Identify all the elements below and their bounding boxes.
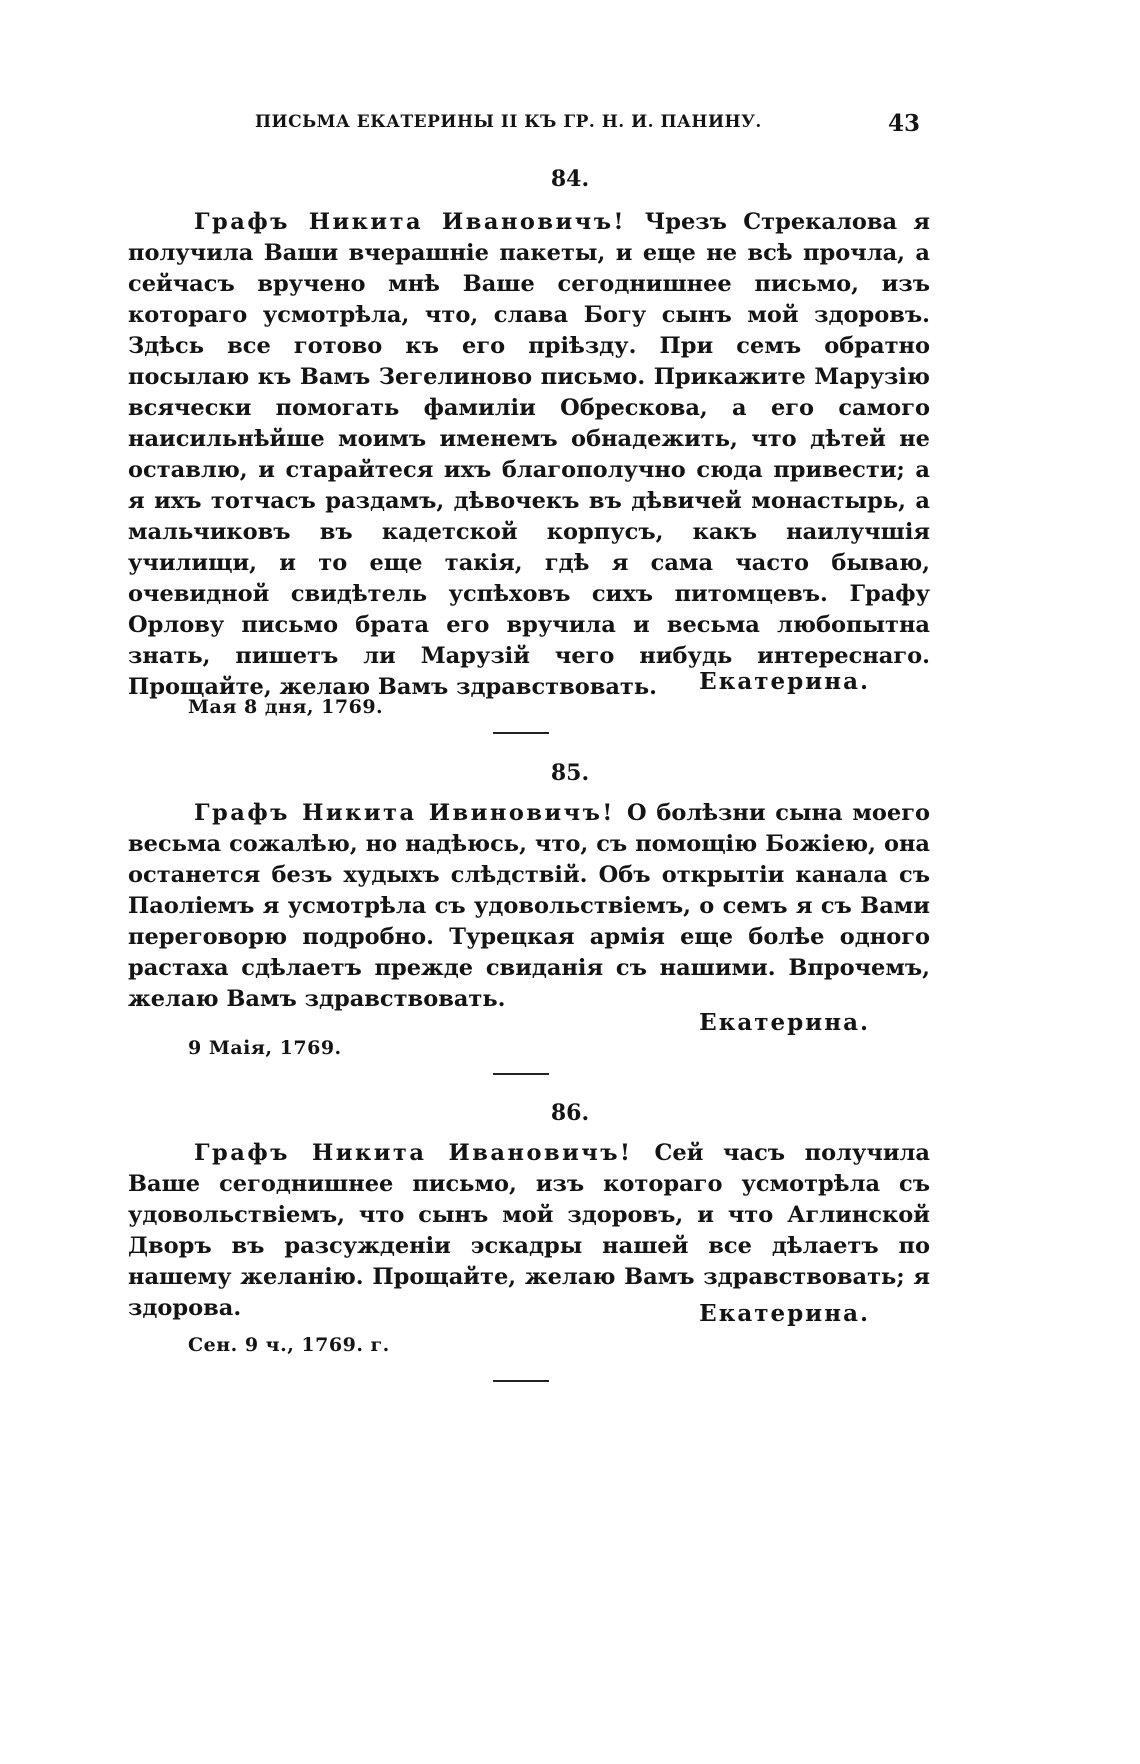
letter-body <box>128 1138 930 1324</box>
running-header: ПИСЬМА ЕКАТЕРИНЫ II КЪ ГР. Н. И. ПАНИНУ. <box>255 112 762 132</box>
page-number: 43 <box>888 110 921 137</box>
letter-salutation: Графъ Никита Ивиновичъ! <box>194 800 627 826</box>
letter-signature: Екатерина. <box>699 1009 870 1036</box>
section-divider <box>493 1073 549 1075</box>
letter-body <box>128 207 930 703</box>
letter-signature: Екатерина. <box>699 668 870 695</box>
letter-date: Мая 8 дня, 1769. <box>188 696 384 718</box>
letter-number: 86. <box>550 1100 590 1126</box>
letter-number: 84. <box>550 166 590 192</box>
section-divider <box>493 732 549 734</box>
letter-date: Сен. 9 ч., 1769. г. <box>188 1334 390 1356</box>
letter-text: О болѣзни сына моего весьма сожалѣю, но надѣюсь, что, съ помощію Божіею, она останется безъ худыхъ слѣдствій. Объ открытіи канала съ Паоліемъ я усмотрѣла съ удовольствіемъ, о семъ я съ Вами переговорю подробно. Турецкая армія еще болѣе одного растаха сдѣлаетъ прежде свиданія съ нашими. Впрочемъ, желаю Вамъ здравствовать. <box>128 800 930 1012</box>
section-divider <box>493 1380 549 1382</box>
letter-number: 85. <box>550 760 590 786</box>
letter-body <box>128 798 930 1015</box>
letter-salutation: Графъ Никита Ивановичъ! <box>194 209 645 235</box>
letter-date: 9 Маія, 1769. <box>188 1037 342 1059</box>
letter-text: Сей часъ получила Ваше сегоднишнее письмо, изъ котораго усмотрѣла съ удовольствіемъ, что сынъ мой здоровъ, и что Аглинской Дворъ въ разсужденіи эскадры нашей все дѣлаетъ по нашему желанію. Прощайте, желаю Вамъ здравствовать; я здорова. <box>128 1140 930 1321</box>
letter-text: Чрезъ Стрекалова я получила Ваши вчерашніе пакеты, и еще не всѣ прочла, а сейчасъ вручено мнѣ Ваше сегоднишнее письмо, изъ котораго усмотрѣла, что, слава Богу сынъ мой здоровъ. Здѣсь все готово къ его пріѣзду. При семъ обратно посылаю къ Вамъ Зегелиново письмо. Прикажите Марузію всячески помогать фамиліи Обрескова, а его самого наисильнѣйше моимъ именемъ обнадежить, что дѣтей не оставлю, и старайтеся ихъ благополучно сюда привести; а я ихъ тотчасъ раздамъ, дѣвочекъ въ дѣвичей монастырь, а мальчиковъ въ кадетской корпусъ, какъ наилучшія училищи, и то еще такія, гдѣ я сама часто бываю, очевидной свидѣтель успѣховъ сихъ питомцевъ. Графу Орлову письмо брата его вручила и весьма любопытна знать, пишетъ ли Марузій чего нибудь интереснаго. Прощайте, желаю Вамъ здравствовать. <box>128 209 930 700</box>
letter-salutation: Графъ Никита Ивановичъ! <box>194 1140 655 1166</box>
letter-signature: Екатерина. <box>699 1300 870 1327</box>
